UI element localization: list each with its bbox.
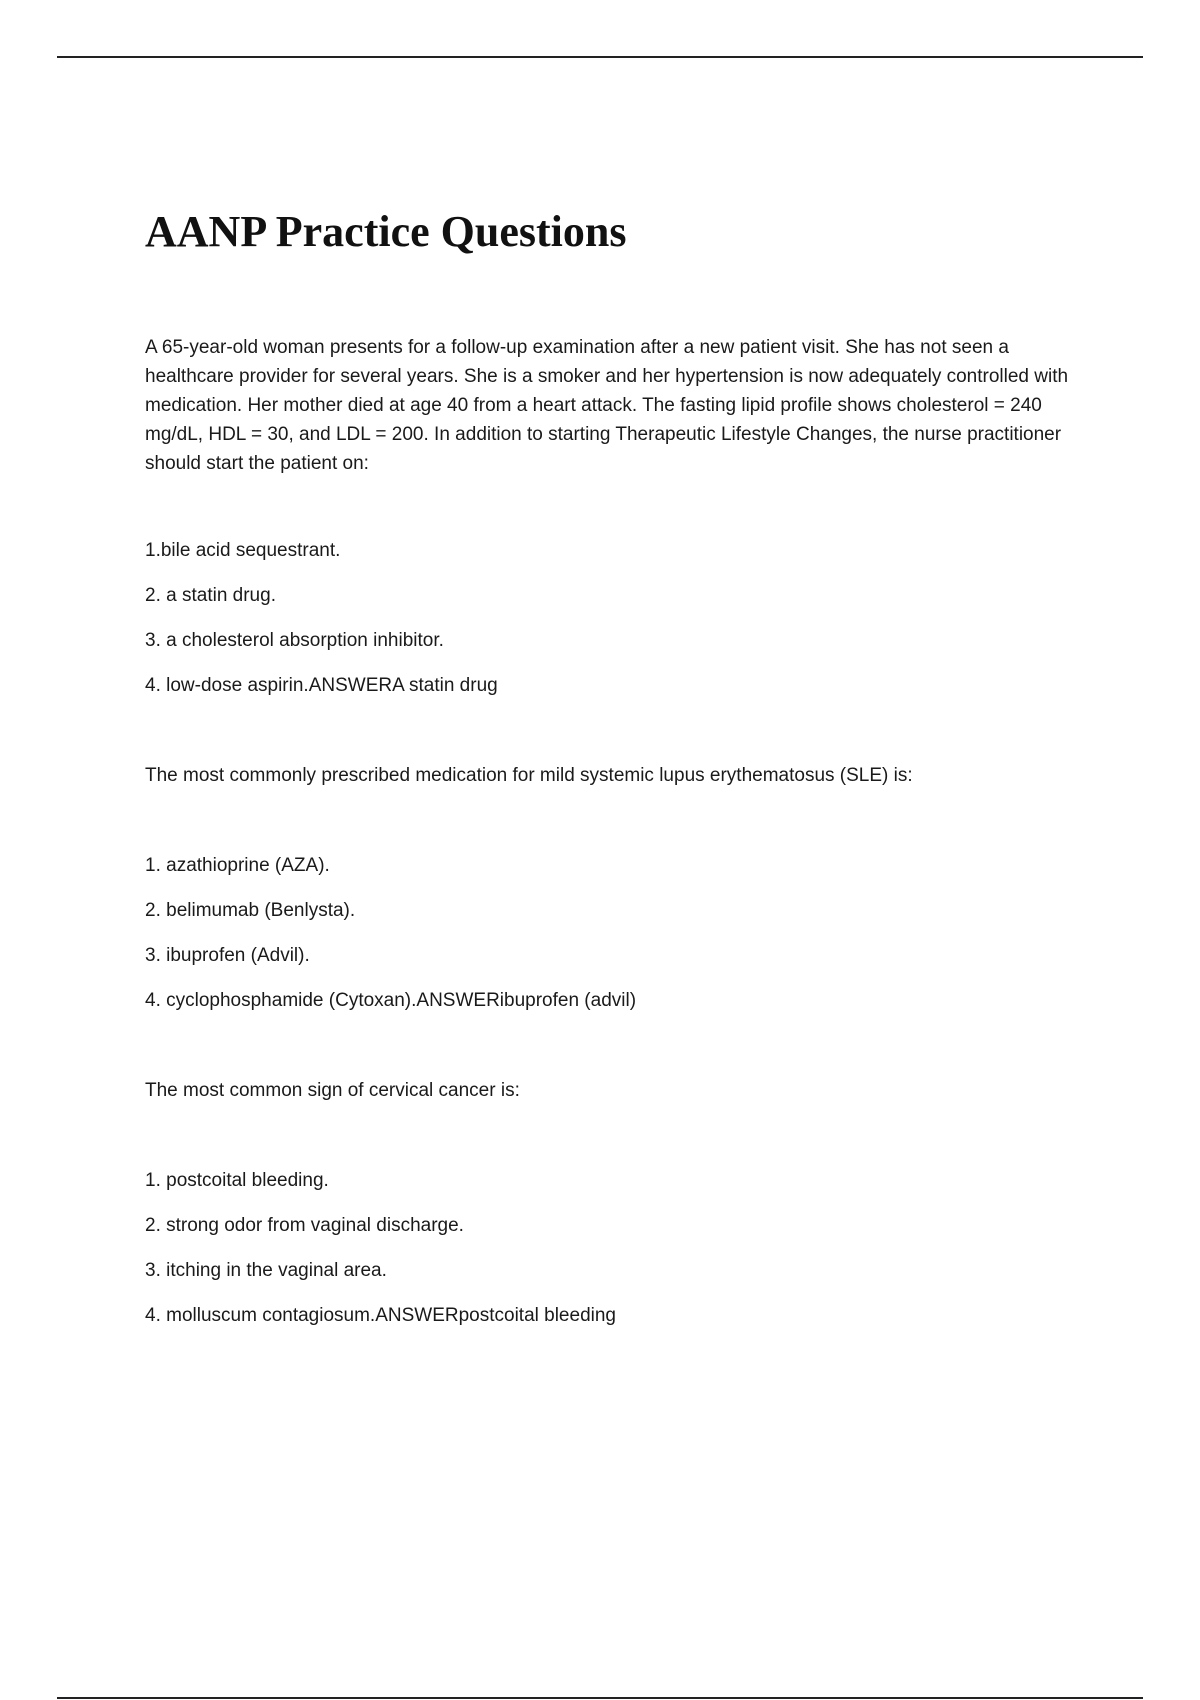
answer-option-with-answer: 4. low-dose aspirin.ANSWERA statin drug (145, 675, 498, 696)
question-block (145, 761, 1095, 1015)
answer-options-list (145, 536, 1095, 700)
answer-option: 2. a statin drug. (145, 585, 276, 606)
answer-option: 1. postcoital bleeding. (145, 1170, 329, 1191)
answer-option: 3. itching in the vaginal area. (145, 1260, 387, 1281)
document-body (145, 200, 1095, 1330)
footer-rule (57, 1697, 1143, 1699)
answer-option-with-answer: 4. cyclophosphamide (Cytoxan).ANSWERibuprofen (advil) (145, 990, 637, 1011)
answer-option: 3. ibuprofen (Advil). (145, 945, 310, 966)
answer-option: 1. azathioprine (AZA). (145, 855, 330, 876)
question-stem: A 65-year-old woman presents for a follow-up examination after a new patient visit. She has not seen a healthcare provider for several years. She is a smoker and her hypertension is now adequately controlled with medication. Her mother died at age 40 from a heart attack. The fasting lipid profile shows cholesterol = 240 mg/dL, HDL = 30, and LDL = 200. In addition to starting Therapeutic Lifestyle Changes, the nurse practitioner should start the patient on: (145, 337, 1069, 474)
answer-option: 2. strong odor from vaginal discharge. (145, 1215, 464, 1236)
answer-options-list (145, 851, 1095, 1015)
question-block (145, 1076, 1095, 1330)
header-rule (57, 56, 1143, 58)
answer-option: 2. belimumab (Benlysta). (145, 900, 356, 921)
question-block (145, 333, 1095, 700)
question-stem: The most commonly prescribed medication for mild systemic lupus erythematosus (SLE) is: (145, 765, 913, 786)
answer-option: 3. a cholesterol absorption inhibitor. (145, 630, 444, 651)
answer-option: 1.bile acid sequestrant. (145, 540, 341, 561)
answer-options-list (145, 1166, 1095, 1330)
answer-option-with-answer: 4. molluscum contagiosum.ANSWERpostcoital bleeding (145, 1305, 616, 1326)
page-title: AANP Practice Questions (145, 207, 627, 256)
question-stem: The most common sign of cervical cancer is: (145, 1080, 520, 1101)
